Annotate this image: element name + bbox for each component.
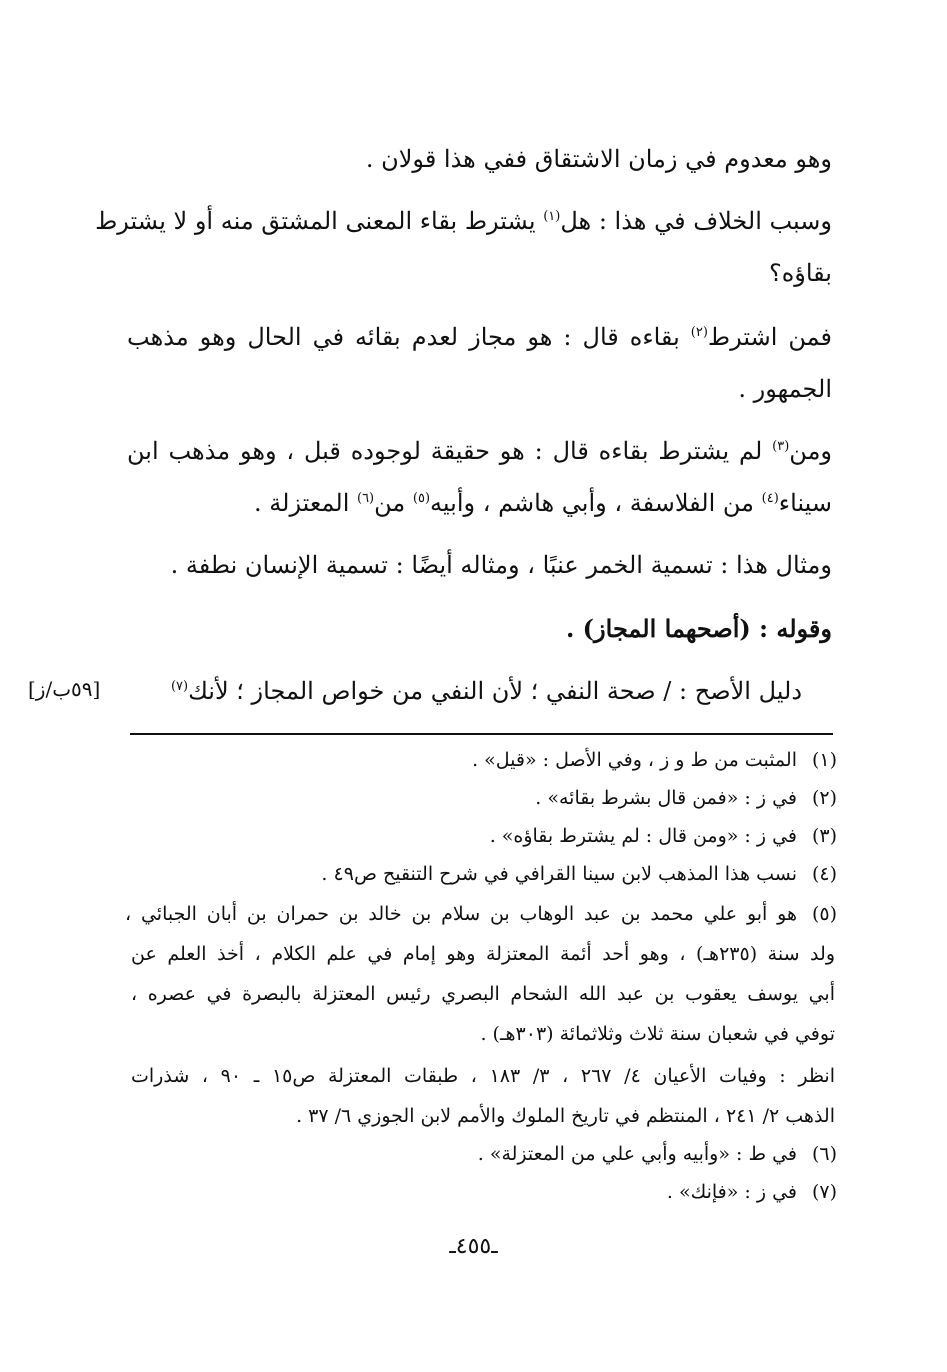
footnote-text: الذهب ٢/ ٢٤١ ، المنتظم في تاريخ الملوك والأمم لابن الجوزي ٦/ ٣٧ .: [296, 1105, 835, 1127]
body-text: دليل الأصح : / صحة النفي ؛ لأن النفي من خواص المجاز ؛ لأنك: [188, 677, 802, 705]
body-line-3: [127, 254, 832, 292]
body-text: وقوله : (أصحهما المجاز) .: [565, 614, 832, 643]
footnote-text: ولد سنة (٢٣٥هـ) ، وهو أحد أئمة المعتزلة وهو إمام في علم الكلام ، أخذ العلم عن: [131, 943, 835, 965]
body-line-6: [127, 432, 832, 470]
body-line-9: [127, 610, 832, 648]
body-text: من الفلاسفة ، وأبي هاشم ، وأبيه: [430, 489, 762, 517]
footnote-5-line-5: [131, 1060, 835, 1092]
footnote-5-line-4: [131, 1018, 835, 1050]
footnote-ref[interactable]: (٢): [690, 325, 708, 340]
body-line-1: [127, 140, 832, 178]
body-text: لم يشترط بقاءه قال : هو حقيقة لوجوده قبل ، وهو مذهب ابن: [127, 437, 773, 465]
footnote-text: في ط : «وأبيه وأبي علي من المعتزلة» .: [477, 1143, 797, 1165]
page-number: ـ٤٥٥ـ: [449, 1234, 498, 1259]
footnote-text: المثبت من ط و ز ، وفي الأصل : «قيل» .: [472, 749, 797, 771]
body-text: وهو معدوم في زمان الاشتقاق ففي هذا قولان .: [365, 145, 832, 173]
body-line-4: [127, 318, 832, 356]
footnote-text: توفي في شعبان سنة ثلاث وثلاثمائة (٣٠٣هـ) .: [480, 1023, 835, 1045]
footnote-number: (٢): [811, 787, 837, 809]
footnote-number: (١): [811, 749, 837, 771]
footnote-ref[interactable]: (٦): [356, 491, 375, 506]
margin-manuscript-ref: [٥٩ب/ز]: [28, 677, 101, 701]
footnote-ref[interactable]: (١): [543, 209, 561, 224]
body-text: يشترط بقاء المعنى المشتق منه أو لا يشترط: [95, 207, 544, 235]
body-line-10: [127, 672, 802, 710]
body-text: من: [374, 489, 413, 517]
footnote-number: (٥): [811, 903, 837, 925]
footnote-6: [125, 1138, 837, 1170]
footnote-number: (٧): [811, 1181, 837, 1203]
footnote-5-line-2: [131, 938, 835, 970]
body-line-7: [127, 484, 832, 522]
body-text: الجمهور .: [738, 375, 832, 403]
footnote-text: في ز : «فمن قال بشرط بقائه» .: [535, 787, 797, 809]
body-line-2: [95, 202, 832, 240]
footnote-ref[interactable]: (٥): [412, 491, 431, 506]
body-text: فمن اشترط: [707, 323, 833, 351]
body-text: المعتزلة .: [254, 489, 357, 517]
body-text: ومن: [789, 437, 833, 465]
footnote-2: [125, 782, 837, 814]
body-text: سيناء: [778, 489, 832, 517]
footnote-ref[interactable]: (٤): [761, 491, 779, 506]
footnote-5: [125, 898, 837, 930]
footnote-separator: [130, 733, 833, 735]
body-text: وسبب الخلاف في هذا : هل: [560, 207, 832, 235]
footnote-text: أبي يوسف يعقوب بن عبد الله الشحام البصري رئيس المعتزلة بالبصرة في عصره ،: [131, 983, 835, 1005]
footnote-3: [125, 820, 837, 852]
footnote-text: نسب هذا المذهب لابن سينا القرافي في شرح التنقيح ص٤٩ .: [321, 863, 797, 885]
footnote-ref[interactable]: (٣): [772, 439, 790, 454]
footnote-number: (٦): [811, 1143, 837, 1165]
body-line-8: [127, 546, 832, 584]
footnote-number: (٤): [811, 863, 837, 885]
body-line-5: [127, 370, 832, 408]
footnote-7: [125, 1176, 837, 1208]
footnote-5-line-6: [131, 1100, 835, 1132]
footnote-text: في ز : «فإنك» .: [666, 1181, 797, 1203]
footnote-4: [125, 858, 837, 890]
footnote-text: هو أبو علي محمد بن عبد الوهاب بن سلام بن خالد بن حمران بن أبان الجبائي ،: [125, 903, 797, 925]
footnote-ref[interactable]: (٧): [170, 679, 189, 694]
body-text: بقاؤه؟: [768, 259, 832, 287]
footnote-1: [125, 744, 837, 776]
footnote-text: انظر : وفيات الأعيان ٤/ ٢٦٧ ، ٣/ ١٨٣ ، طبقات المعتزلة ص١٥ ـ ٩٠ ، شذرات: [131, 1065, 835, 1087]
footnote-5-line-3: [131, 978, 835, 1010]
footnote-text: في ز : «ومن قال : لم يشترط بقاؤه» .: [489, 825, 797, 847]
body-text: بقاءه قال : هو مجاز لعدم بقائه في الحال وهو مذهب: [127, 323, 691, 351]
body-text: ومثال هذا : تسمية الخمر عنبًا ، ومثاله أيضًا : تسمية الإنسان نطفة .: [170, 551, 832, 579]
footnote-number: (٣): [811, 825, 837, 847]
